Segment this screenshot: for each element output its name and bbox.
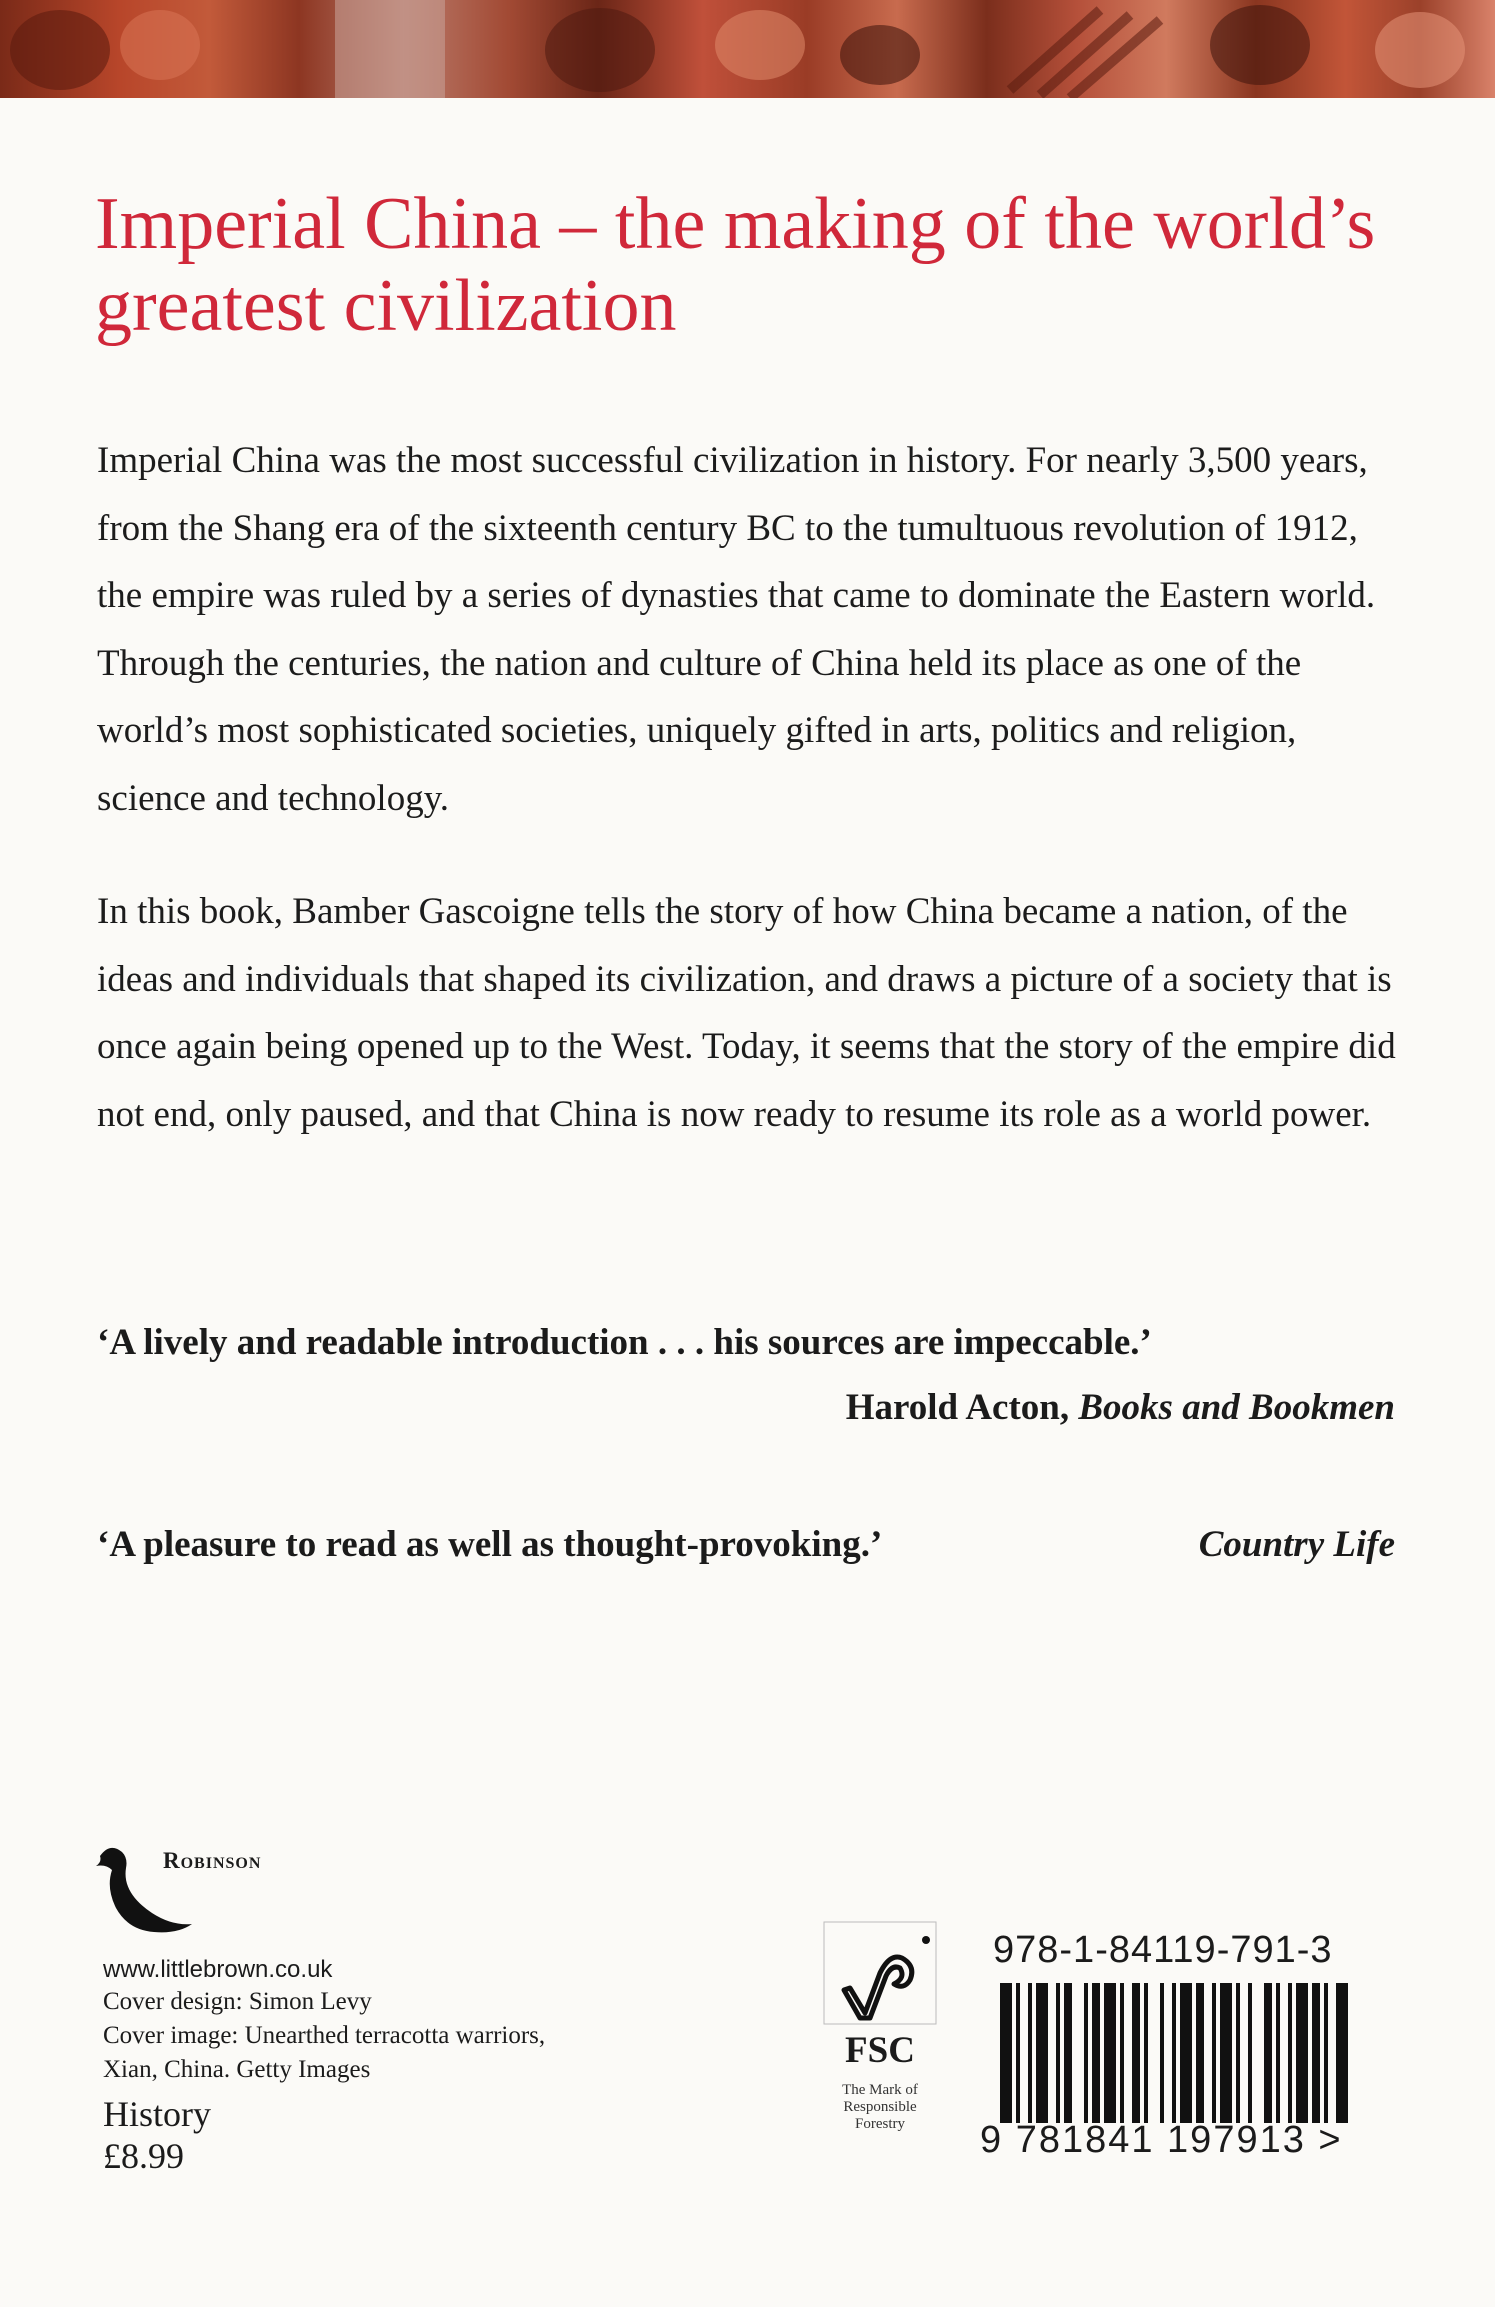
barcode-bar: [1056, 1983, 1060, 2123]
terracotta-warriors-image: [0, 0, 1495, 98]
review-quote-2: ‘A pleasure to read as well as thought-provoking.’: [97, 1524, 883, 1565]
review-author-1: Harold Acton,: [845, 1387, 1070, 1428]
fsc-logo: [820, 1918, 940, 2158]
cover-image-credit-line-1: Cover image: Unearthed terracotta warriors,: [103, 2022, 546, 2049]
cover-image-credit-line-2: Xian, China. Getty Images: [103, 2056, 371, 2083]
barcode-bar: [1264, 1983, 1272, 2123]
description-paragraph-1: Imperial China was the most successful civilization in history. For nearly 3,500 years, from the Shang era of the sixteenth century BC to the tumultuous revolution of 1912, the empire was ruled by a series of dynasties that came to dominate the Eastern world. Through the centuries, the nation and culture of China held its place as one of the world’s most sophisticated societies, uniquely gifted in arts, politics and religion, science and technology.: [97, 440, 1376, 819]
barcode-bar: [1000, 1983, 1012, 2123]
review-source-1: Books and Bookmen: [1078, 1387, 1395, 1428]
barcode-bar: [1016, 1983, 1020, 2123]
cover-design-credit: Cover design: Simon Levy: [103, 1988, 372, 2015]
fsc-caption-line-3: Forestry: [855, 2116, 905, 2132]
barcode-bar: [1132, 1983, 1140, 2123]
barcode-bar: [1092, 1983, 1100, 2123]
book-price: £8.99: [103, 2136, 184, 2176]
cover-banner-image: [0, 0, 1495, 98]
barcode-bar: [1276, 1983, 1280, 2123]
credits-block: [103, 1955, 545, 2177]
isbn-text: 978-1-84119-791-3: [993, 1929, 1333, 1971]
barcode-bar: [1084, 1983, 1088, 2123]
fsc-caption-line-1: The Mark of: [842, 2082, 918, 2098]
description-paragraph-2: In this book, Bamber Gascoigne tells the story of how China became a nation, of the ideas and individuals that shaped its civilization, and draws a picture of a society that is once again being opened up to the West. Today, it seems that the story of the empire did not end, only paused, and that China is now ready to resume its role as a world power.: [97, 891, 1396, 1135]
headline: Imperial China – the making of the world’s greatest civilization: [95, 183, 1376, 347]
fsc-caption: [820, 2082, 940, 2133]
barcode-bar: [1036, 1983, 1048, 2123]
barcode-bar: [1212, 1983, 1216, 2123]
barcode-bar: [1312, 1983, 1320, 2123]
barcode-digits: 9 781841 197913 >: [980, 2119, 1343, 2161]
barcode-bar: [1196, 1983, 1204, 2123]
review-quote-1: ‘A lively and readable introduction . . . his sources are impeccable.’: [97, 1322, 1152, 1363]
barcode-bar: [1324, 1983, 1328, 2123]
barcode-bar: [1104, 1983, 1116, 2123]
barcode-bar: [1172, 1983, 1176, 2123]
barcode-bar: [1144, 1983, 1148, 2123]
barcode-bar: [1064, 1983, 1072, 2123]
barcode-bar: [1236, 1983, 1240, 2123]
book-category: History: [103, 2094, 211, 2134]
review-source-2: Country Life: [1198, 1524, 1395, 1565]
barcode-bar: [1220, 1983, 1232, 2123]
barcode-bar: [1028, 1983, 1032, 2123]
barcode-image: [1000, 1983, 1350, 2123]
review-attribution-1: [846, 1384, 1395, 1432]
barcode-bar: [1120, 1983, 1124, 2123]
barcode-bar: [1180, 1983, 1192, 2123]
fsc-caption-line-2: Responsible: [843, 2099, 917, 2115]
barcode-bar: [1160, 1983, 1164, 2123]
publisher-url[interactable]: www.littlebrown.co.uk: [103, 1956, 333, 1983]
fsc-tree-icon: [820, 1918, 940, 2028]
fsc-label: FSC: [845, 2030, 915, 2071]
barcode-bar: [1296, 1983, 1308, 2123]
barcode-bar: [1336, 1983, 1348, 2123]
barcode-bar: [1248, 1983, 1252, 2123]
barcode-bar: [1288, 1983, 1292, 2123]
publisher-name: Robinson: [163, 1848, 262, 1873]
